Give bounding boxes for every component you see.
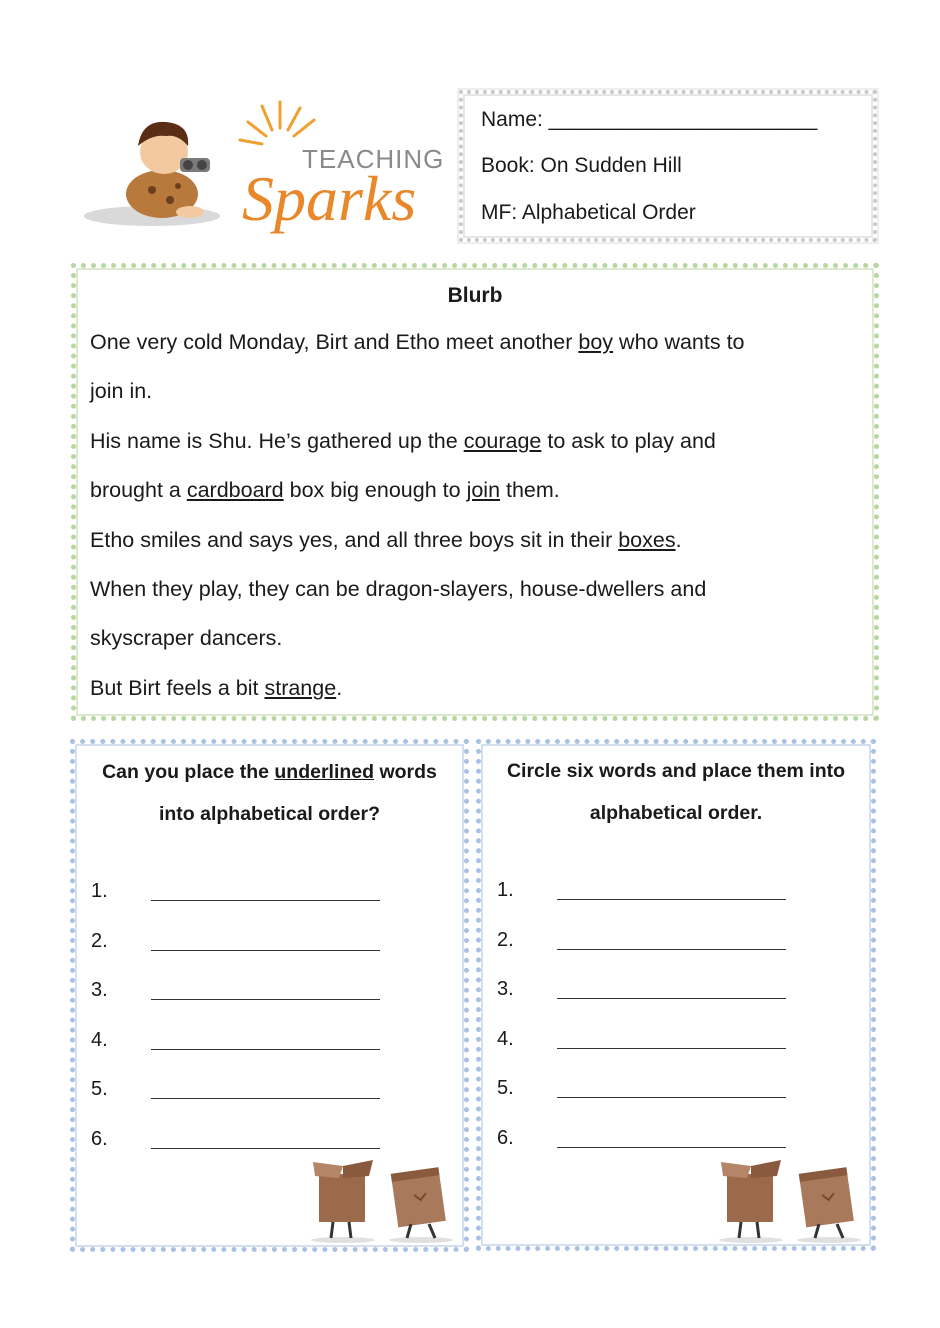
underlined-word: cardboard <box>186 478 284 502</box>
student-info-box <box>459 90 877 242</box>
cardboard-boxes-icon <box>303 1154 463 1246</box>
cardboard-boxes-icon <box>711 1154 871 1246</box>
answer-line[interactable]: 2. <box>497 929 797 955</box>
answer-line[interactable]: 3. <box>497 978 797 1004</box>
underlined-word: courage <box>463 429 542 453</box>
underlined-word: boy <box>578 330 614 354</box>
blurb-box <box>71 263 879 721</box>
blurb-line: His name is Shu. He’s gathered up the courage to ask to play and <box>90 429 716 453</box>
answer-line[interactable]: 5. <box>497 1077 797 1103</box>
circle-words-task <box>476 739 876 1251</box>
task-question: Can you place the underlined words <box>102 761 437 783</box>
blurb-title: Blurb <box>447 284 503 307</box>
answer-line[interactable]: 3. <box>91 979 391 1005</box>
task-question: Circle six words and place them into <box>506 760 846 782</box>
book-title: Book: On Sudden Hill <box>481 154 682 177</box>
underlined-words-task <box>70 739 469 1252</box>
answer-line[interactable]: 1. <box>91 880 391 906</box>
answer-line[interactable]: 6. <box>91 1128 391 1154</box>
blurb-line: One very cold Monday, Birt and Etho meet another boy who wants to <box>90 330 745 354</box>
blurb-line: join in. <box>90 379 153 403</box>
teaching-sparks-logo <box>82 98 450 240</box>
focus-label: MF: Alphabetical Order <box>481 201 696 224</box>
task-question: into alphabetical order? <box>158 803 381 825</box>
underlined-word: join <box>466 478 501 502</box>
answer-line[interactable]: 5. <box>91 1078 391 1104</box>
underlined-word: strange <box>264 676 337 700</box>
blurb-line: When they play, they can be dragon-slayers, house-dwellers and <box>90 577 707 601</box>
answer-line[interactable]: 1. <box>497 879 797 905</box>
blurb-line: brought a cardboard box big enough to join them. <box>90 478 560 502</box>
blurb-line: skyscraper dancers. <box>90 626 283 650</box>
svg-text:TEACHING: TEACHING <box>302 144 445 174</box>
answer-line[interactable]: 4. <box>497 1028 797 1054</box>
answer-line[interactable]: 2. <box>91 930 391 956</box>
svg-text:Sparks: Sparks <box>242 163 417 234</box>
caveman-icon <box>126 122 210 218</box>
answer-line[interactable]: 6. <box>497 1127 797 1153</box>
underlined-word: boxes <box>618 528 676 552</box>
task-question: alphabetical order. <box>589 802 763 824</box>
blurb-line: Etho smiles and says yes, and all three boys sit in their boxes. <box>90 528 682 552</box>
answer-line[interactable]: 4. <box>91 1029 391 1055</box>
blurb-line: But Birt feels a bit strange. <box>90 676 343 700</box>
name-field[interactable]: Name: _______________________ <box>481 108 818 131</box>
